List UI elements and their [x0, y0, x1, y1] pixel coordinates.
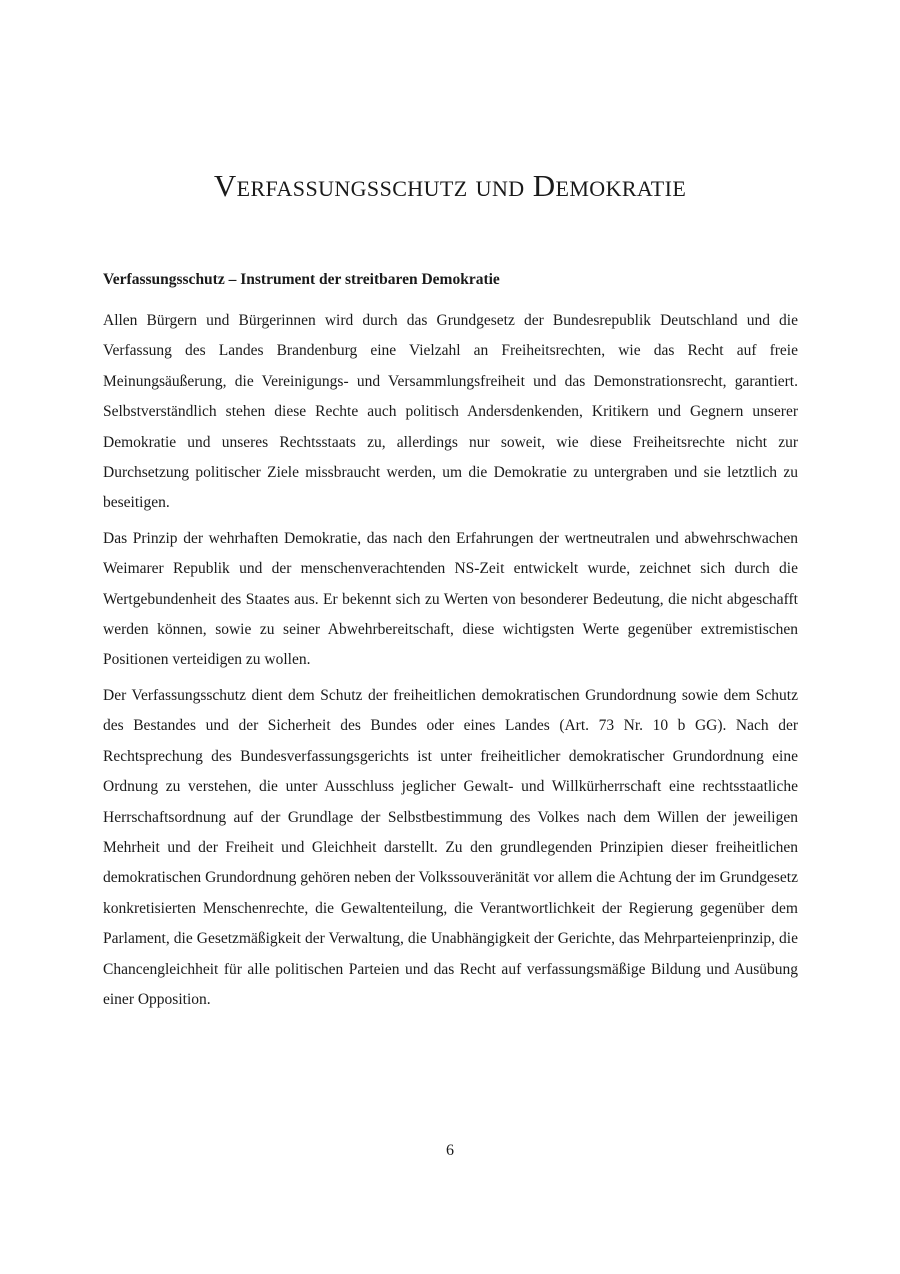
body-content — [103, 268, 798, 1020]
page-title: Verfassungsschutz und Demokratie — [213, 168, 687, 203]
page-number: 6 — [446, 1142, 454, 1159]
section-subheading: Verfassungsschutz – Instrument der streitbaren Demokratie — [103, 271, 500, 288]
paragraph-grundordnung: Der Verfassungsschutz dient dem Schutz der freiheitlichen demokratischen Grundordnung sowie dem Schutz des Bestandes und der Sicherheit des Bundes oder eines Landes (Art. 73 Nr. 10 b GG). Nach der Rechtsprechung des Bundesverfassungsgerichts ist unter freiheitlicher demokratischer Grundordnung eine Ordnung zu verstehen, die unter Ausschluss jeglicher Gewalt- und Willkürherrschaft eine rechtsstaatliche Herrschaftsordnung auf der Grundlage der Selbstbestimmung des Volkes nach dem Willen der jeweiligen Mehrheit und der Freiheit und Gleichheit darstellt. Zu den grundlegenden Prinzipien dieser freiheitlichen demokratischen Grundordnung gehören neben der Volkssouveränität vor allem die Achtung der im Grundgesetz konkretisierten Menschenrechte, die Gewaltenteilung, die Verantwortlichkeit der Regierung gegenüber dem Parlament, die Gesetzmäßigkeit der Verwaltung, die Unabhängigkeit der Gerichte, das Mehrparteienprinzip, die Chancengleichheit für alle politischen Parteien und das Recht auf verfassungsmäßige Bildung und Ausübung einer Opposition. — [103, 686, 798, 1008]
paragraph-wehrhafte-demokratie: Das Prinzip der wehrhaften Demokratie, das nach den Erfahrungen der wertneutralen und abwehrschwachen Weimarer Republik und der menschenverachtenden NS-Zeit entwickelt wurde, zeichnet sich durch die Wertgebundenheit des Staates aus. Er bekennt sich zu Werten von besonderer Bedeutung, die nicht abgeschafft werden können, sowie zu seiner Abwehrbereitschaft, diese wichtigsten Werte gegenüber extremistischen Positionen verteidigen zu wollen. — [103, 529, 798, 669]
paragraph-freiheitsrechte: Allen Bürgern und Bürgerinnen wird durch das Grundgesetz der Bundesrepublik Deutschland und die Verfassung des Landes Brandenburg eine Vielzahl an Freiheitsrechten, wie das Recht auf freie Meinungsäußerung, die Vereinigungs- und Versammlungsfreiheit und das Demonstrationsrecht, garantiert. Selbstverständlich stehen diese Rechte auch politisch Andersdenkenden, Kritikern und Gegnern unserer Demokratie und unseres Rechtsstaats zu, allerdings nur soweit, wie diese Freiheitsrechte nicht zur Durchsetzung politischer Ziele missbraucht werden, um die Demokratie zu untergraben und sie letztlich zu beseitigen. — [103, 312, 798, 512]
